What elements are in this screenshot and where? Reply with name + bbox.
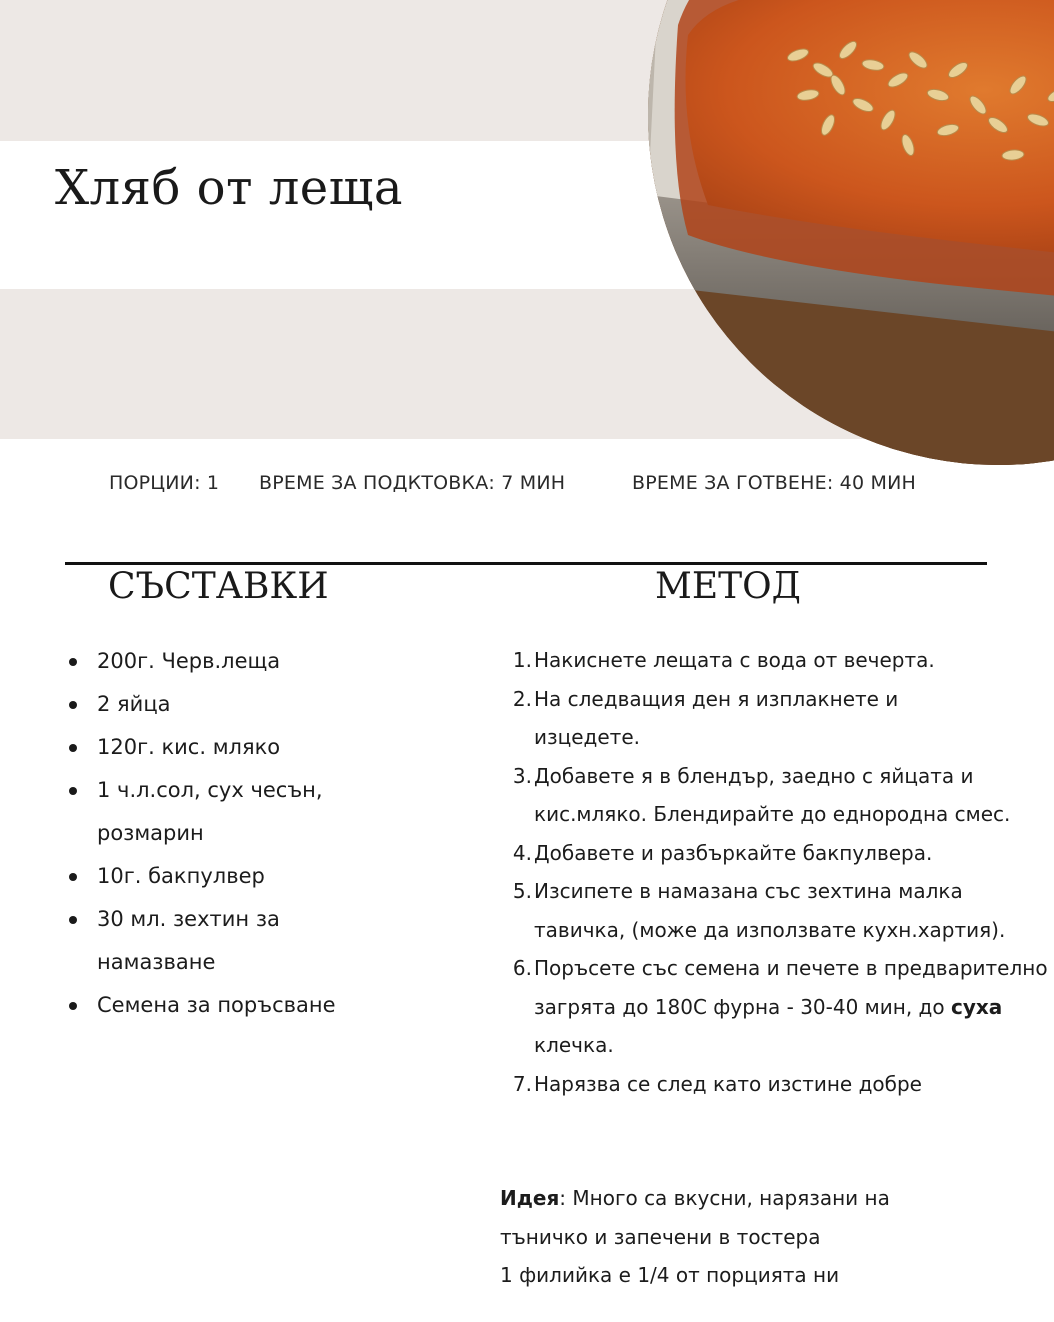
ingredient-item xyxy=(60,855,460,898)
bullet-icon xyxy=(69,701,77,709)
method-step xyxy=(500,757,1024,834)
method-step xyxy=(500,949,1049,1065)
step-number: 1. xyxy=(512,648,532,672)
step-text: Нарязва се след като изстине добре xyxy=(534,1071,922,1096)
step-number: 6. xyxy=(512,956,532,980)
ingredient-item xyxy=(60,726,460,769)
method-heading: МЕТОД xyxy=(655,566,801,607)
step-text: Накиснете лещата с вода от вечерта. xyxy=(534,648,935,672)
ingredient-item xyxy=(60,683,460,726)
ingredient-text: 2 яйца xyxy=(97,692,171,716)
bullet-icon xyxy=(69,744,77,752)
step-number: 2. xyxy=(512,686,532,711)
cook-time-label: ВРЕМЕ ЗА ГОТВЕНЕ: 40 МИН xyxy=(632,472,916,494)
notes-section xyxy=(500,1179,1040,1295)
recipe-title: Хляб от леща xyxy=(55,160,403,216)
ingredient-item xyxy=(60,640,460,683)
ingredients-list xyxy=(60,640,460,1027)
step-number: 3. xyxy=(512,763,532,788)
step-text: Изсипете в намазана със зехтина малка тавичка, (може да използвате кухн.хартия). xyxy=(534,879,1006,942)
ingredient-item xyxy=(60,984,460,1027)
idea-text: : Много са вкусни, нарязани на тъничко и запечени в тостера xyxy=(500,1186,890,1249)
step-text: На следващия ден я изплакнете и изцедете. xyxy=(534,686,899,749)
ingredient-text: 10г. бакпулвер xyxy=(97,864,265,888)
portion-note: 1 филийка е 1/4 от порцията ни xyxy=(500,1263,840,1287)
method-step xyxy=(500,1065,1030,1104)
bullet-icon xyxy=(69,787,77,795)
method-step xyxy=(500,641,1030,680)
ingredient-text: 1 ч.л.сол, сух чесън, розмарин xyxy=(97,778,323,845)
method-step xyxy=(500,680,954,757)
step-text: Добавете я в блендър, заедно с яйцата и кис.мляко. Блендирайте до еднородна смес. xyxy=(534,763,1011,826)
ingredient-text: 30 мл. зехтин за намазване xyxy=(97,907,280,974)
bullet-icon xyxy=(69,658,77,666)
ingredient-text: 200г. Черв.леща xyxy=(97,649,281,673)
idea-label: Идея xyxy=(500,1186,560,1210)
ingredient-item xyxy=(60,769,347,855)
step-text: Добавете и разбъркайте бакпулвера. xyxy=(534,840,933,865)
step-number: 4. xyxy=(512,840,532,865)
servings-label: ПОРЦИИ: 1 xyxy=(109,472,220,494)
method-step xyxy=(500,834,1030,873)
ingredient-text: 120г. кис. мляко xyxy=(97,735,281,759)
step-text-after: клечка. xyxy=(534,1033,614,1057)
step-number: 7. xyxy=(512,1071,532,1096)
section-divider xyxy=(65,562,987,565)
step-number: 5. xyxy=(512,879,532,903)
bullet-icon xyxy=(69,873,77,881)
ingredient-item xyxy=(60,898,327,984)
ingredients-heading: СЪСТАВКИ xyxy=(108,566,329,607)
step-text-bold: суха xyxy=(950,994,1003,1019)
idea-note xyxy=(500,1179,960,1256)
bullet-icon xyxy=(69,1002,77,1010)
bullet-icon xyxy=(69,916,77,924)
step-text-before: Поръсете със семена и печете в предварително загрята до 180С фурна - 30-40 мин, до xyxy=(534,956,1048,1019)
method-step xyxy=(500,872,1054,949)
prep-time-label: ВРЕМЕ ЗА ПОДКТОВКА: 7 МИН xyxy=(259,472,566,494)
ingredient-text: Семена за поръсване xyxy=(97,993,336,1017)
method-steps xyxy=(500,641,1048,1103)
